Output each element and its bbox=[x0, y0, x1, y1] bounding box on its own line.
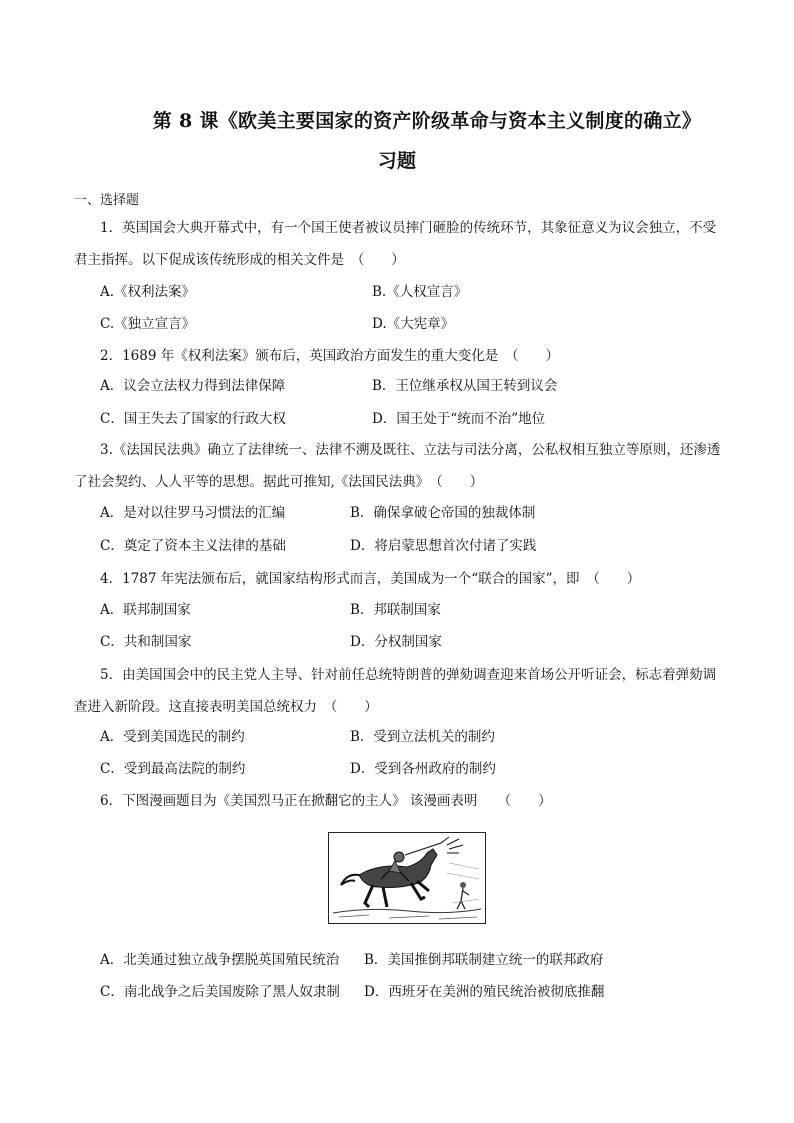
question-stem: 5．由美国国会中的民主党人主导、针对前任总统特朗普的弹劾调查迎来首场公开听证会，标志着弹劾调查进入新阶段。这直接表明美国总统权力 （ ） bbox=[74, 667, 717, 715]
question-stem: 4．1787 年宪法颁布后，就国家结构形式而言，美国成为一个“联合的国家”，即 （ ） bbox=[100, 571, 641, 587]
question-5 bbox=[74, 659, 724, 723]
option-c[interactable]: C．国王失去了国家的行政大权 bbox=[100, 411, 286, 427]
option-b[interactable]: B．受到立法机关的制约 bbox=[350, 729, 495, 745]
option-d[interactable]: D．将启蒙思想首次付诸了实践 bbox=[350, 538, 537, 554]
option-c[interactable]: C．奠定了资本主义法律的基础 bbox=[100, 538, 286, 554]
option-c[interactable]: C．受到最高法院的制约 bbox=[100, 761, 246, 777]
option-a[interactable]: A．是对以往罗马习惯法的汇编 bbox=[100, 505, 286, 521]
section-heading: 一、选择题 bbox=[74, 193, 140, 208]
question-stem: 1．英国国会大典开幕式中，有一个国王使者被议员摔门砸脸的传统环节，其象征意义为议会独立，不受君主指挥。以下促成该传统形成的相关文件是 （ ） bbox=[74, 220, 717, 268]
option-c[interactable]: C．共和制国家 bbox=[100, 634, 192, 650]
option-c[interactable]: C.《独立宣言》 bbox=[100, 316, 196, 332]
option-b[interactable]: B．美国推倒邦联制建立统一的联邦政府 bbox=[364, 952, 604, 968]
question-4 bbox=[74, 563, 724, 595]
option-b[interactable]: B．确保拿破仑帝国的独裁体制 bbox=[350, 505, 536, 521]
option-a[interactable]: A．议会立法权力得到法律保障 bbox=[100, 378, 286, 394]
option-a[interactable]: A．北美通过独立战争摆脱英国殖民统治 bbox=[100, 952, 340, 968]
question-2 bbox=[74, 340, 724, 372]
option-b[interactable]: B．邦联制国家 bbox=[350, 602, 441, 618]
cartoon-image bbox=[328, 832, 486, 924]
question-stem: 3.《法国民法典》确立了法律统一、法律不溯及既往、立法与司法分离，公私权相互独立等原则，还渗透了社会契约、人人平等的思想。据此可推知,《法国民法典》 （ ） bbox=[74, 442, 721, 490]
option-d[interactable]: D．分权制国家 bbox=[350, 634, 442, 650]
question-stem: 6．下图漫画题目为《美国烈马正在掀翻它的主人》 该漫画表明 （ ） bbox=[100, 793, 552, 809]
page-subtitle: 习题 bbox=[377, 150, 417, 172]
question-3 bbox=[74, 434, 724, 498]
option-d[interactable]: D.《大宪章》 bbox=[372, 316, 455, 332]
option-a[interactable]: A．受到美国选民的制约 bbox=[100, 729, 245, 745]
question-6 bbox=[74, 785, 724, 817]
option-c[interactable]: C．南北战争之后美国废除了黑人奴隶制 bbox=[100, 984, 340, 1000]
option-b[interactable]: B．王位继承权从国王转到议会 bbox=[372, 378, 558, 394]
option-a[interactable]: A．联邦制国家 bbox=[100, 602, 191, 618]
option-b[interactable]: B.《人权宣言》 bbox=[372, 284, 468, 300]
page-title: 第 8 课《欧美主要国家的资产阶级革命与资本主义制度的确立》 bbox=[152, 110, 702, 132]
option-d[interactable]: D．西班牙在美洲的殖民统治被彻底推翻 bbox=[364, 984, 605, 1000]
question-stem: 2．1689 年《权利法案》颁布后，英国政治方面发生的重大变化是 （ ） bbox=[100, 348, 559, 364]
option-d[interactable]: D．受到各州政府的制约 bbox=[350, 761, 496, 777]
option-a[interactable]: A.《权利法案》 bbox=[100, 284, 196, 300]
question-1 bbox=[74, 212, 724, 276]
option-d[interactable]: D．国王处于“统而不治”地位 bbox=[372, 411, 546, 427]
